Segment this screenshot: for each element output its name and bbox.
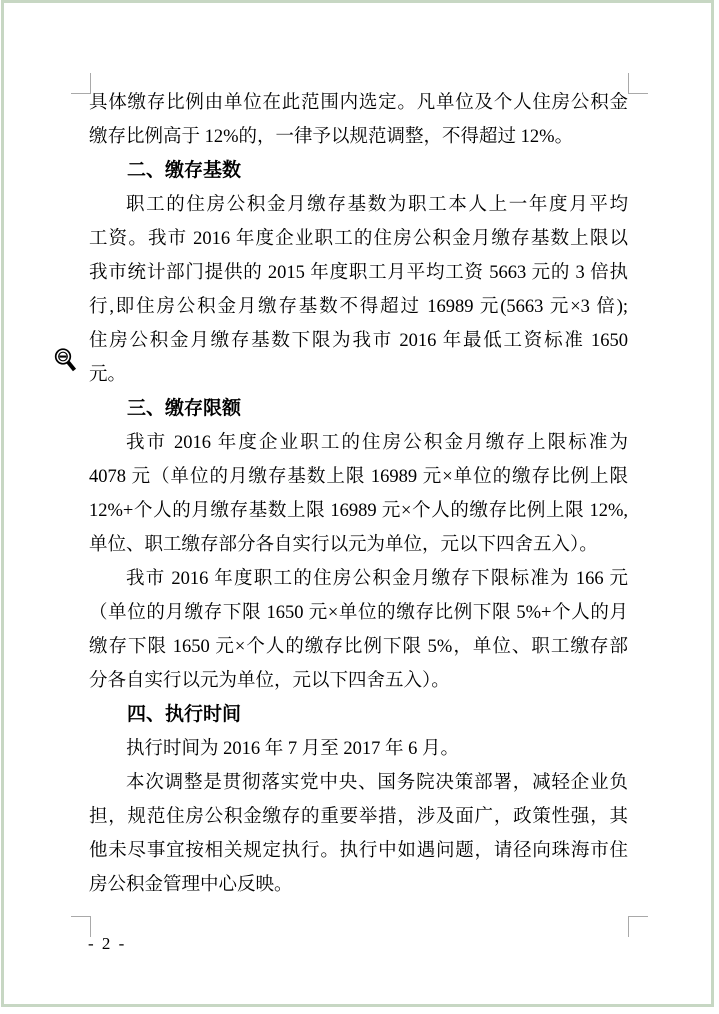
- text-boundary-mark-top-left: [71, 73, 91, 94]
- text-line: 住房公积金月缴存基数下限为我市 2016 年最低工资标准 1650: [89, 331, 628, 351]
- text-line: 缴存比例高于 12%的，一律予以规范调整，不得超过 12%。: [89, 127, 574, 147]
- text-line: 分各自实行以元为单位，元以下四舍五入）。: [89, 671, 450, 691]
- text-line: 房公积金管理中心反映。: [89, 875, 293, 895]
- text-line: 4078 元（单位的月缴存基数上限 16989 元×单位的缴存比例上限: [89, 467, 628, 487]
- section-heading: 三、缴存限额: [127, 398, 242, 419]
- section-heading: 四、执行时间: [127, 704, 242, 725]
- text-line: 我市 2016 年度企业职工的住房公积金月缴存上限标准为: [126, 433, 628, 453]
- text-line: 执行时间为 2016 年 7 月至 2017 年 6 月。: [126, 739, 460, 759]
- document-page: [89, 86, 628, 902]
- text-line: 元。: [89, 365, 127, 385]
- page-number: - 2 -: [88, 934, 127, 953]
- text-line: 他未尽事宜按相关规定执行。执行中如遇问题，请径向珠海市住: [89, 841, 628, 861]
- text-line: 工资。我市 2016 年度企业职工的住房公积金月缴存基数上限以: [89, 229, 628, 249]
- section-heading: 二、缴存基数: [127, 160, 242, 181]
- text-line: 缴存下限 1650 元×个人的缴存比例下限 5%，单位、职工缴存部: [89, 637, 628, 657]
- text-line: 我市统计部门提供的 2015 年度职工月平均工资 5663 元的 3 倍执: [89, 263, 628, 283]
- text-line: 担，规范住房公积金缴存的重要举措，涉及面广，政策性强，其: [89, 807, 628, 827]
- text-line: 职工的住房公积金月缴存基数为职工本人上一年度月平均: [126, 195, 628, 215]
- zoom-out-cursor-icon: [54, 347, 78, 375]
- text-line: 本次调整是贯彻落实党中央、国务院决策部署，减轻企业负: [126, 773, 628, 793]
- text-boundary-mark-top-right: [628, 73, 648, 94]
- text-line: 12%+个人的月缴存基数上限 16989 元×个人的缴存比例上限 12%,: [89, 501, 628, 521]
- text-line: （单位的月缴存下限 1650 元×单位的缴存比例下限 5%+个人的月: [89, 603, 628, 623]
- text-line: 我市 2016 年度职工的住房公积金月缴存下限标准为 166 元: [126, 569, 628, 589]
- text-line: 具体缴存比例由单位在此范围内选定。凡单位及个人住房公积金: [89, 93, 628, 113]
- text-line: 行,即住房公积金月缴存基数不得超过 16989 元(5663 元×3 倍);: [89, 297, 628, 317]
- text-boundary-mark-bottom-right: [628, 916, 648, 937]
- text-line: 单位、职工缴存部分各自实行以元为单位，元以下四舍五入）。: [89, 535, 598, 555]
